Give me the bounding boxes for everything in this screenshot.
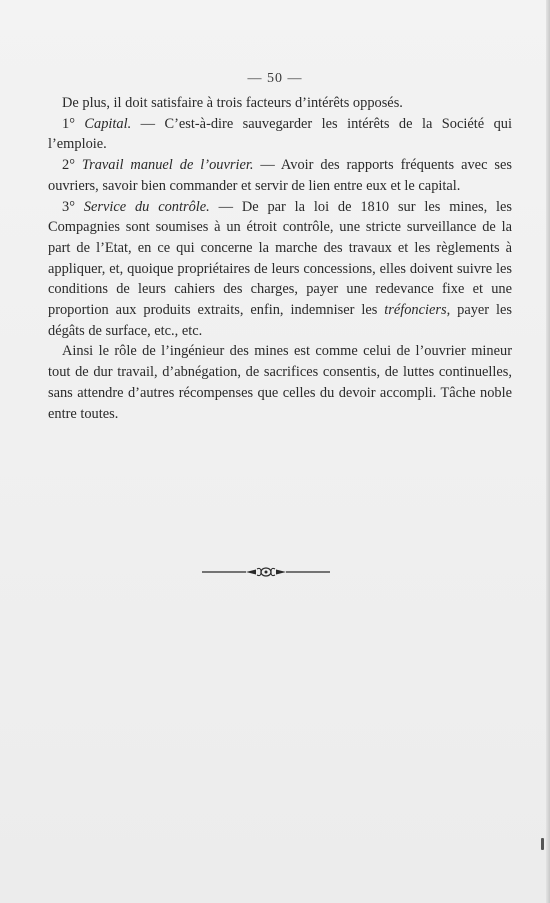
paragraph-travail bbox=[48, 155, 512, 196]
typographic-rule-ornament-icon bbox=[202, 565, 330, 579]
page-number: — 50 — bbox=[247, 71, 303, 86]
item-text-controle-a: — De par la loi de 1810 sur les mines, les Compagnies sont soumises à un étroit contrôle, une stricte surveillance de la part de l’Etat, en ce qui concerne la marche des travaux et les règlements à appliquer, et, quoique propriétaires de leurs concessions, elles doivent suivre les conditions de leurs cahiers des charges, payer une redevance fixe et une proportion aux produits extraits, enfin, indemniser les bbox=[48, 198, 512, 319]
item-heading-controle: Service du contrôle. bbox=[83, 198, 210, 215]
body-text bbox=[48, 93, 512, 424]
item-text-controle-b: , payer les dégâts de surface, etc., etc. bbox=[48, 302, 512, 339]
item-heading-travail: Travail manuel de l’ouvrier. bbox=[81, 157, 254, 174]
paragraph-intro: De plus, il doit satisfaire à trois facteurs d’intérêts opposés. bbox=[62, 95, 403, 111]
paragraph-controle bbox=[48, 197, 512, 342]
term-trefonciers: tréfonciers bbox=[384, 302, 447, 319]
paragraph-conclusion: Ainsi le rôle de l’ingénieur des mines est comme celui de l’ouvrier mineur tout de dur travail, d’abnégation, de sacrifices consentis, de luttes continuelles, sans attendre d’autres récompenses que celles du devoir accompli. Tâche noble entre toutes. bbox=[48, 343, 512, 422]
page-edge-shadow bbox=[546, 0, 550, 903]
item-number: 3° bbox=[62, 198, 84, 215]
item-number: 1° bbox=[62, 115, 85, 132]
item-text-travail: — Avoir des rapports fréquents avec ses ouvriers, savoir bien commander et servir de lien entre eux et le capital. bbox=[48, 157, 512, 194]
item-heading-capital: Capital. bbox=[84, 115, 132, 132]
page-speck bbox=[541, 838, 544, 850]
item-text-capital: — C’est-à-dire sauvegarder les intérêts de la Société qui l’emploie. bbox=[48, 115, 512, 153]
item-number: 2° bbox=[62, 157, 82, 174]
paragraph-capital bbox=[48, 114, 512, 155]
